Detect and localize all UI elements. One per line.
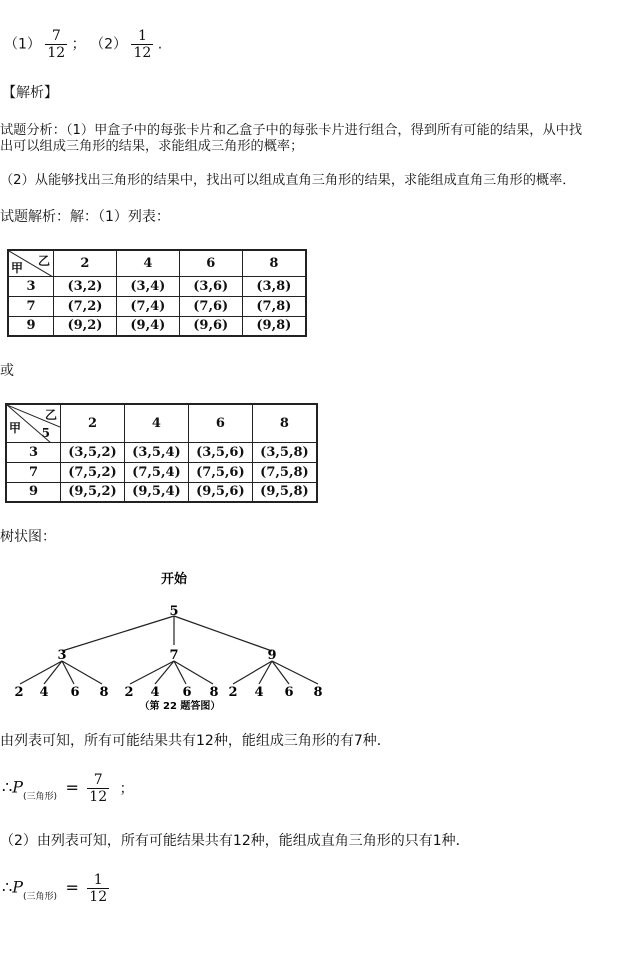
answer-1-label: （1） [4, 36, 41, 53]
table-1-row-label: 3 [8, 276, 54, 296]
table-1-header: 8 [242, 250, 306, 276]
table-1-row-label: 9 [8, 316, 54, 336]
tree-node-level1: 5 [169, 604, 179, 619]
therefore-symbol: ∴ [2, 877, 13, 897]
section-title: 【解析】 [2, 85, 58, 101]
tree-leaf: 4 [254, 685, 264, 700]
table-row [6, 482, 317, 502]
table-1-corner-bottom: 甲 [11, 260, 24, 275]
table-cell: (9,4) [116, 316, 179, 336]
probability-symbol: P [12, 777, 23, 797]
table-cell: (3,5,4) [124, 442, 188, 462]
table-cell: (7,5,6) [188, 462, 252, 482]
table-cell: (3,5,6) [188, 442, 252, 462]
tree-leaf: 8 [209, 685, 219, 700]
table-1-corner-top: 乙 [37, 254, 50, 268]
formula-1-tail: ； [119, 780, 134, 797]
tree-root: 开始 [160, 572, 188, 587]
table-2-row-label: 9 [6, 482, 61, 502]
answer-separator: ； [71, 36, 86, 53]
table-1-corner [8, 250, 54, 276]
table-cell: (3,5,2) [61, 442, 125, 462]
tree-caption: （第 22 题答图） [139, 701, 221, 712]
conclusion-2: （2）由列表可知，所有可能结果共有12种，能组成直角三角形的只有1种． [0, 833, 470, 849]
analysis-line-2: 出可以组成三角形的结果，求能组成三角形的概率； [0, 139, 304, 154]
tree-node: 7 [169, 648, 179, 663]
table-2-header: 2 [61, 404, 125, 442]
formula-1 [2, 772, 134, 805]
table-1-header: 2 [54, 250, 117, 276]
answer-line [4, 28, 162, 61]
tree-leaf: 6 [70, 685, 80, 700]
conclusion-1: 由列表可知，所有可能结果共有12种，能组成三角形的有7种． [0, 733, 391, 749]
table-cell: (7,6) [179, 296, 242, 316]
table-1 [7, 249, 307, 337]
analysis-line-1: 试题分析：（1）甲盒子中的每张卡片和乙盒子中的每张卡片进行组合，得到所有可能的结果，从中找 [0, 123, 583, 138]
table-cell: (9,5,4) [124, 482, 188, 502]
tree-leaf: 2 [14, 685, 24, 700]
answer-2-label: （2） [90, 36, 128, 53]
tree-node: 9 [267, 648, 277, 663]
table-cell: (3,8) [242, 276, 306, 296]
answer-end: . [157, 36, 163, 53]
table-2-corner-mid: 5 [41, 425, 50, 440]
tree-leaf: 2 [228, 685, 238, 700]
formula-2-fraction: $\frac{1}{12}$ [89, 872, 108, 905]
tree-leaf: 6 [182, 685, 192, 700]
tree-leaf: 6 [284, 685, 294, 700]
table-cell: (9,8) [242, 316, 306, 336]
tree-leaf: 4 [150, 685, 160, 700]
table-2-header: 6 [188, 404, 252, 442]
table-cell: (3,5,8) [252, 442, 317, 462]
table-cell: (9,5,8) [252, 482, 317, 502]
table-2-header: 4 [124, 404, 188, 442]
table-cell: (3,2) [54, 276, 117, 296]
equals-sign: = [65, 877, 79, 897]
table-cell: (9,6) [179, 316, 242, 336]
tree-leaf: 8 [313, 685, 323, 700]
table-cell: (3,4) [116, 276, 179, 296]
table-2 [5, 403, 318, 503]
analysis-line-3: （2）从能够找出三角形的结果中，找出可以组成直角三角形的结果，求能组成直角三角形的概率． [0, 173, 576, 188]
equals-sign: = [65, 777, 79, 797]
table-cell: (7,8) [242, 296, 306, 316]
answer-2-fraction: $\frac{1}{12}$ [133, 28, 152, 61]
or-text: 或 [0, 363, 14, 379]
probability-subscript: (三角形) [22, 791, 57, 802]
table-cell: (9,5,6) [188, 482, 252, 502]
formula-2 [2, 872, 109, 905]
tree-leaf: 8 [99, 685, 109, 700]
table-1-row-label: 7 [8, 296, 54, 316]
solution-intro: 试题解析：解：（1）列表： [0, 209, 170, 225]
table-2-row-label: 3 [6, 442, 61, 462]
table-row [6, 442, 317, 462]
table-2-row-label: 7 [6, 462, 61, 482]
formula-1-fraction: $\frac{7}{12}$ [89, 772, 108, 805]
table-cell: (7,4) [116, 296, 179, 316]
therefore-symbol: ∴ [2, 777, 13, 797]
table-cell: (7,2) [54, 296, 117, 316]
tree-title: 树状图： [0, 529, 56, 545]
table-cell: (7,5,8) [252, 462, 317, 482]
tree-leaf: 4 [39, 685, 49, 700]
table-2-header: 8 [252, 404, 317, 442]
tree-diagram [0, 565, 340, 715]
table-cell: (9,5,2) [61, 482, 125, 502]
table-2-corner-bottom: 甲 [9, 420, 22, 435]
table-2-corner-top: 乙 [44, 408, 57, 422]
table-1-header: 4 [116, 250, 179, 276]
table-row [8, 296, 306, 316]
table-cell: (7,5,4) [124, 462, 188, 482]
probability-subscript: (三角形) [22, 891, 57, 902]
table-cell: (9,2) [54, 316, 117, 336]
table-row [6, 462, 317, 482]
table-2-corner [6, 404, 61, 442]
table-row [8, 276, 306, 296]
tree-node: 3 [57, 648, 67, 663]
answer-1-fraction: $\frac{7}{12}$ [47, 28, 66, 61]
table-row [8, 316, 306, 336]
table-cell: (7,5,2) [61, 462, 125, 482]
tree-leaf: 2 [124, 685, 134, 700]
table-1-header: 6 [179, 250, 242, 276]
table-cell: (3,6) [179, 276, 242, 296]
probability-symbol: P [12, 877, 23, 897]
